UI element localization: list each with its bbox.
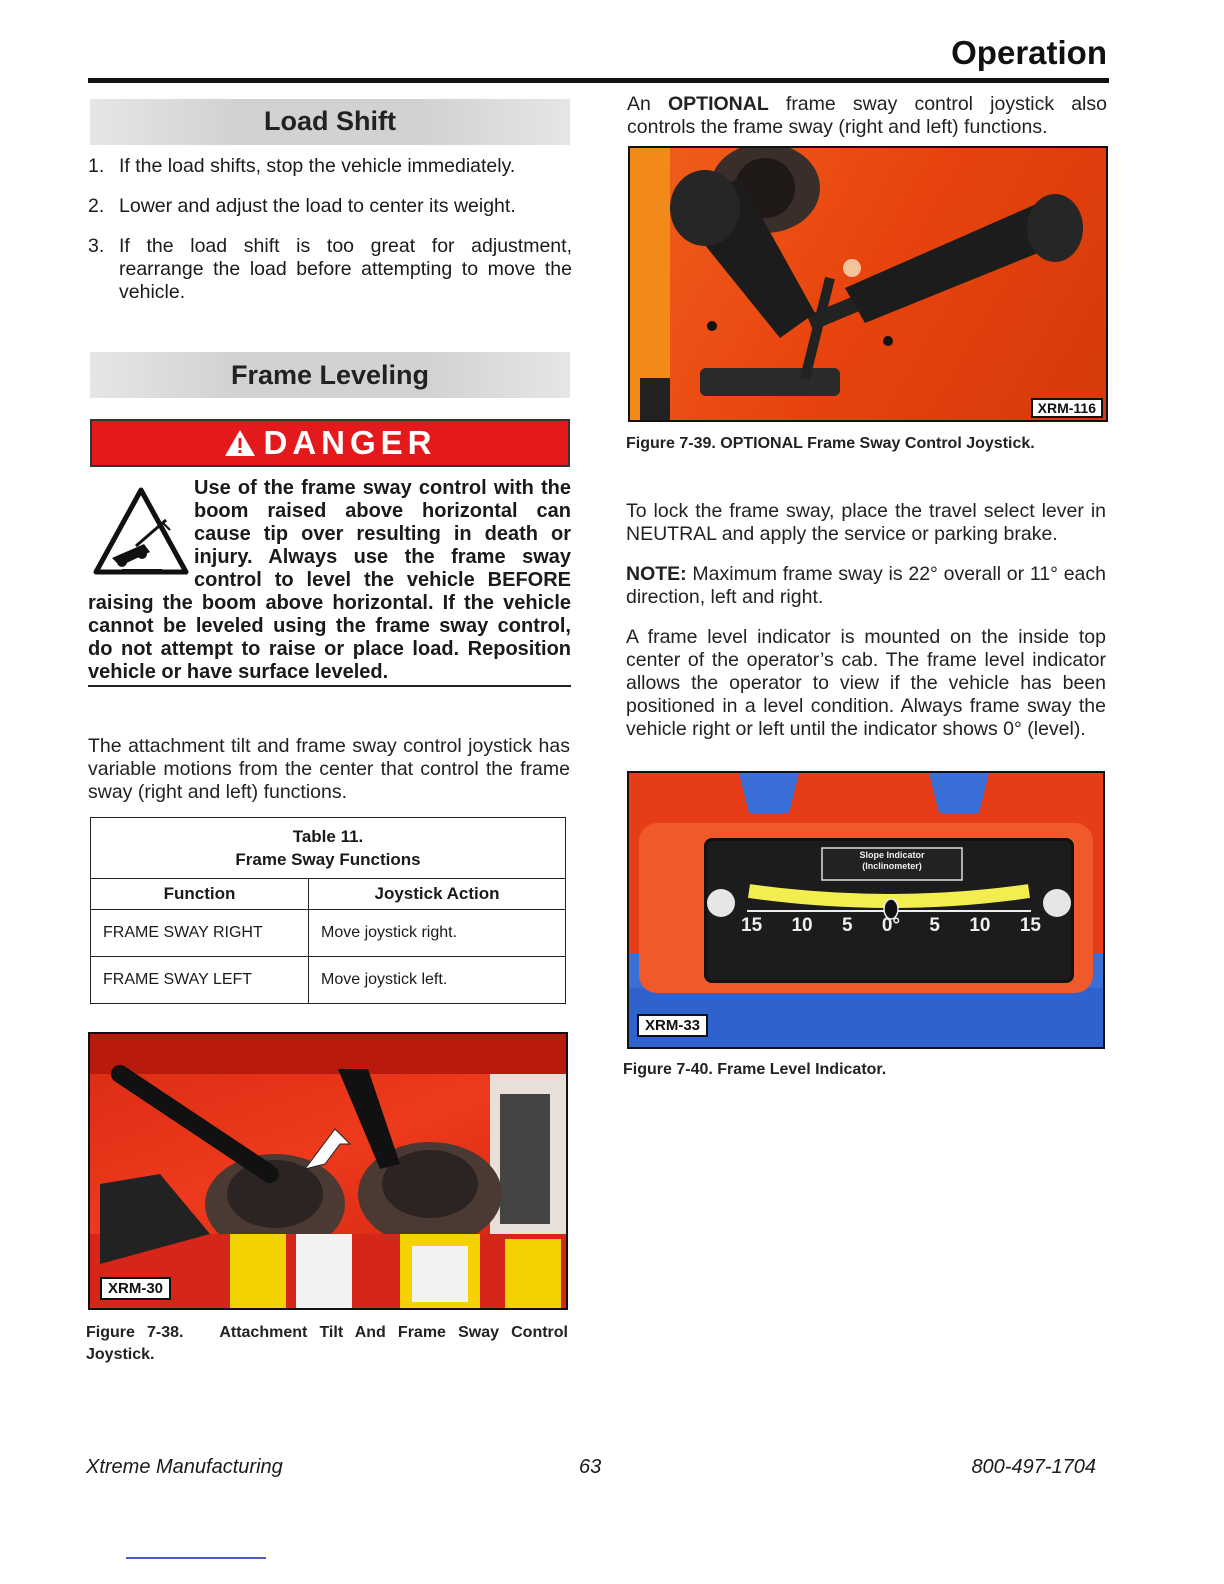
figure-40-tag: XRM-33 — [637, 1014, 708, 1037]
step-number: 2. — [88, 195, 105, 217]
lock-frame-sway-text: To lock the frame sway, place the travel select lever in NEUTRAL and apply the service or parking brake. — [626, 500, 1106, 545]
step-text: If the load shifts, stop the vehicle immediately. — [119, 155, 516, 177]
indicator-line1: Slope Indicator — [859, 850, 925, 860]
frame-leveling-title: Frame Leveling — [230, 360, 430, 390]
scale-mark: 15 — [1019, 915, 1041, 936]
scale-mark: 10 — [969, 915, 991, 936]
figure-38-tag: XRM-30 — [100, 1277, 171, 1300]
table-cell: Move joystick right. — [309, 910, 566, 957]
frame-sway-intro: The attachment tilt and frame sway control joystick has variable motions from the center that control the frame sway (right and left) functions. — [88, 735, 570, 803]
scale-mark: 15 — [741, 915, 763, 936]
indicator-label — [822, 850, 962, 872]
footer-company: Xtreme Manufacturing — [86, 1456, 283, 1478]
frame-level-indicator-illustration — [629, 773, 1103, 1047]
figure-38-caption — [86, 1322, 568, 1366]
list-item — [88, 235, 572, 304]
figure-40-photo — [627, 771, 1105, 1049]
table-number: Table 11. — [292, 827, 364, 846]
footer-rule — [126, 1557, 266, 1559]
figure-40-caption: Figure 7-40. Frame Level Indicator. — [623, 1061, 887, 1078]
joystick-panel-illustration — [90, 1034, 566, 1308]
optional-prefix: An — [627, 93, 668, 115]
page-header-title: Operation — [951, 34, 1107, 71]
danger-label: DANGER — [263, 424, 437, 461]
page-number: 63 — [579, 1456, 602, 1478]
frame-sway-table — [90, 817, 566, 1004]
danger-text — [88, 477, 571, 684]
step-text: If the load shift is too great for adjustment, rearrange the load before attempting to move the vehicle. — [119, 235, 572, 303]
scale-mark: 5 — [841, 915, 853, 936]
table-cell: FRAME SWAY LEFT — [91, 957, 309, 1004]
icon-spacer — [88, 477, 194, 590]
figure-38-number: Figure 7-38. — [86, 1324, 184, 1341]
figure-39-photo — [628, 146, 1108, 422]
table-header-function: Function — [91, 879, 309, 910]
scale-mark: 0° — [881, 915, 901, 936]
list-item — [88, 195, 572, 218]
danger-rule — [88, 685, 571, 687]
list-item — [88, 155, 572, 178]
scale-mark: 5 — [929, 915, 940, 936]
indicator-scale — [741, 915, 1041, 937]
step-text: Lower and adjust the load to center its weight. — [119, 195, 516, 217]
figure-39-tag: XRM-116 — [1031, 398, 1103, 418]
scale-mark: 10 — [791, 915, 813, 936]
optional-bold: OPTIONAL — [668, 93, 769, 115]
table-row — [91, 910, 566, 957]
table-cell: Move joystick left. — [309, 957, 566, 1004]
table-row — [91, 957, 566, 1004]
step-number: 3. — [88, 235, 105, 257]
frame-level-indicator-text: A frame level indicator is mounted on the inside top center of the operator’s cab. The frame level indicator allows the operator to view if the vehicle has been positioned in a level condition. Always frame sway the vehicle right or left until the indicator shows 0° (level). — [626, 626, 1106, 740]
footer-phone: 800-497-1704 — [971, 1456, 1096, 1478]
figure-39-caption: Figure 7-39. OPTIONAL Frame Sway Control Joystick. — [626, 435, 1035, 452]
note-text — [626, 563, 1106, 609]
indicator-line2: (Inclinometer) — [862, 861, 922, 871]
optional-joystick-illustration — [630, 148, 1106, 420]
optional-rest: frame sway control joystick also controls the frame sway (right and left) functions. — [627, 93, 1107, 138]
header-rule — [88, 78, 1109, 83]
danger-message: Use of the frame sway control with the boom raised above horizontal can cause tip over resulting in death or injury. Always use the frame sway control to level the vehicle BEFORE raising the boom above horizontal. If the vehicle cannot be leveled using the frame sway control, do not attempt to raise or place load. Reposition vehicle or have surface leveled. — [88, 477, 571, 683]
table-cell: FRAME SWAY RIGHT — [91, 910, 309, 957]
load-shift-title: Load Shift — [264, 106, 396, 136]
step-number: 1. — [88, 155, 105, 177]
optional-joystick-text — [627, 93, 1107, 139]
figure-38-photo — [88, 1032, 568, 1310]
table-caption: Frame Sway Functions — [235, 850, 421, 869]
warning-triangle-icon — [223, 428, 257, 458]
note-body: Maximum frame sway is 22° overall or 11° each direction, left and right. — [626, 563, 1106, 608]
note-label: NOTE: — [626, 563, 687, 585]
figure-38-text: Attachment Tilt And Frame Sway Control Joystick. — [86, 1324, 568, 1363]
table-header-action: Joystick Action — [309, 879, 566, 910]
danger-banner — [90, 419, 570, 467]
table-title — [91, 818, 566, 879]
